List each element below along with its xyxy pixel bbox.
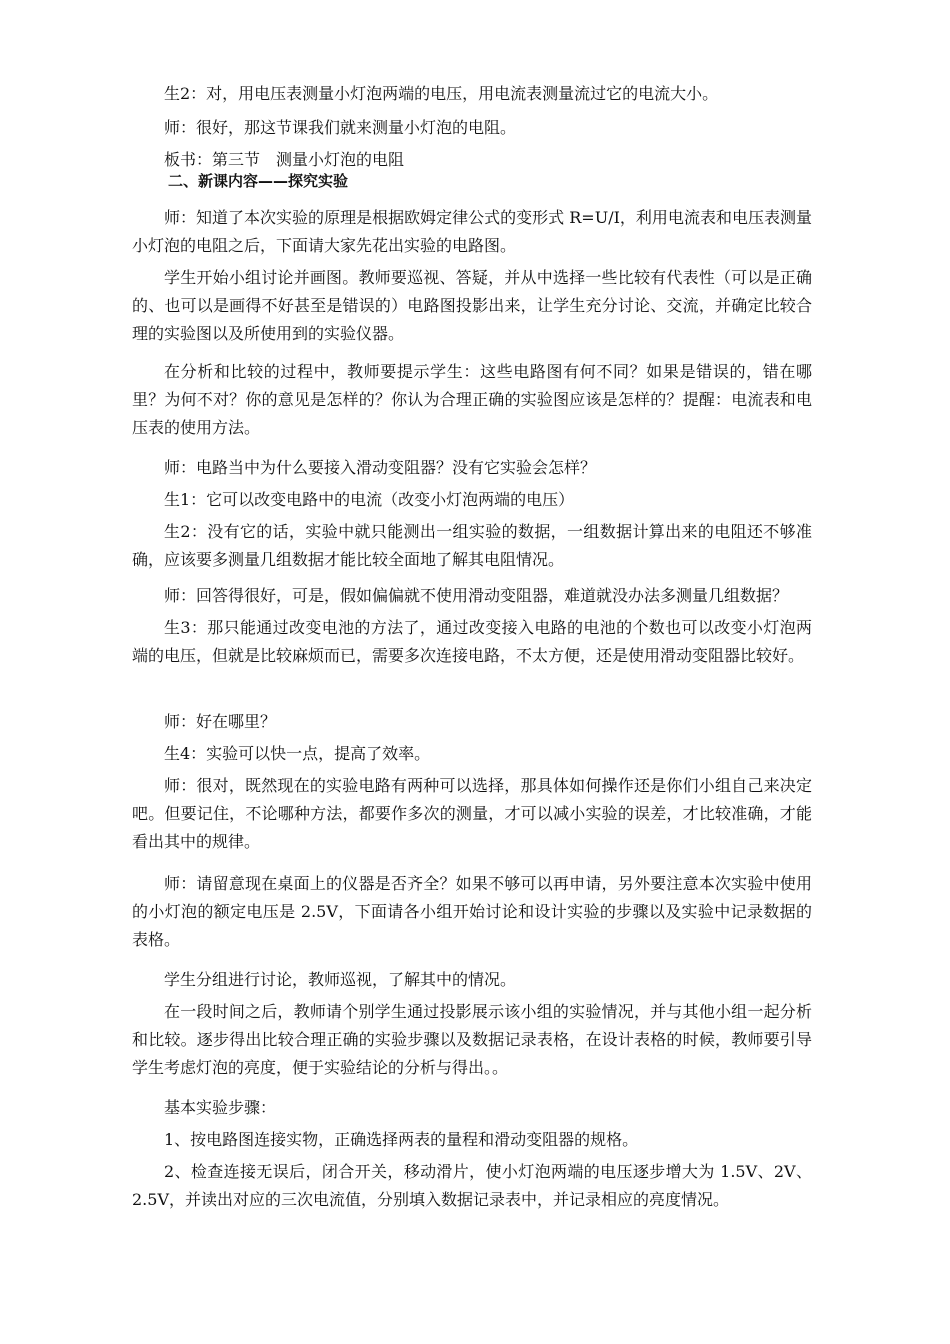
paragraph-group-discussion: 学生分组进行讨论，教师巡视，了解其中的情况。 (164, 970, 517, 989)
paragraph-teacher-followup: 师：回答得很好，可是，假如偏偏就不使用滑动变阻器，难道就没办法多测量几组数据？ (164, 586, 789, 605)
paragraph-student3: 生3：那只能通过改变电池的方法了，通过改变接入电路的电池的个数也可以改变小灯泡两端的电压，但就是比较麻烦而已，需要多次连接电路，不太方便，还是使用滑动变阻器比较好。 (132, 618, 812, 665)
paragraph-teacher-why: 师：好在哪里？ (164, 712, 277, 731)
paragraph-analysis-prompt: 在分析和比较的过程中，教师要提示学生：这些电路图有何不同？如果是错误的，错在哪里？为何不对？你的意见是怎样的？你认为合理正确的实验图应该是怎样的？提醒：电流表和电压表的使用方法。 (132, 362, 812, 437)
paragraph-presentation: 在一段时间之后，教师请个别学生通过投影展示该小组的实验情况，并与其他小组一起分析和比较。逐步得出比较合理正确的实验步骤以及数据记录表格，在设计表格的时候，教师要引导学生考虑灯泡的亮度，便于实验结论的分析与得出。。 (132, 1002, 812, 1077)
paragraph-steps-title: 基本实验步骤： (164, 1098, 277, 1117)
paragraph-teacher-question-rheostat: 师：电路当中为什么要接入滑动变阻器？没有它实验会怎样？ (164, 458, 597, 477)
paragraph-blackboard-title: 板书：第三节 测量小灯泡的电阻 (164, 150, 405, 169)
paragraph-student2: 生2：没有它的话，实验中就只能测出一组实验的数据，一组数据计算出来的电阻还不够准确，应该要多测量几组数据才能比较全面地了解其电阻情况。 (132, 522, 812, 569)
section-heading-new-content: 二、新课内容——探究实验 (168, 172, 349, 190)
paragraph-teacher-equipment: 师：请留意现在桌面上的仪器是否齐全？如果不够可以再申请，另外要注意本次实验中使用的小灯泡的额定电压是 2.5V，下面请各小组开始讨论和设计实验的步骤以及实验中记录数据的表格。 (132, 874, 812, 949)
paragraph-student4: 生4：实验可以快一点，提高了效率。 (164, 744, 431, 763)
paragraph-step-1: 1、按电路图连接实物，正确选择两表的量程和滑动变阻器的规格。 (164, 1130, 639, 1149)
paragraph-teacher-decide: 师：很对，既然现在的实验电路有两种可以选择，那具体如何操作还是你们小组自己来决定吧。但要记住，不论哪种方法，都要作多次的测量，才可以减小实验的误差，才比较准确，才能看出其中的规律。 (132, 776, 812, 851)
paragraph-group-drawing: 学生开始小组讨论并画图。教师要巡视、答疑，并从中选择一些比较有代表性（可以是正确的、也可以是画得不好甚至是错误的）电路图投影出来，让学生充分讨论、交流，并确定比较合理的实验图以及所使用到的实验仪器。 (132, 268, 812, 343)
paragraph-teacher-intro: 师：很好，那这节课我们就来测量小灯泡的电阻。 (164, 118, 517, 137)
paragraph-step-2: 2、检查连接无误后，闭合开关，移动滑片，使小灯泡两端的电压逐步增大为 1.5V、2V、2.5V，并读出对应的三次电流值，分别填入数据记录表中，并记录相应的亮度情况。 (132, 1162, 812, 1209)
paragraph-principle: 师：知道了本次实验的原理是根据欧姆定律公式的变形式 R=U/I，利用电流表和电压表测量小灯泡的电阻之后，下面请大家先花出实验的电路图。 (132, 208, 812, 255)
paragraph-student1: 生1：它可以改变电路中的电流（改变小灯泡两端的电压） (164, 490, 575, 509)
paragraph-student2-answer: 生2：对，用电压表测量小灯泡两端的电压，用电流表测量流过它的电流大小。 (164, 84, 719, 103)
